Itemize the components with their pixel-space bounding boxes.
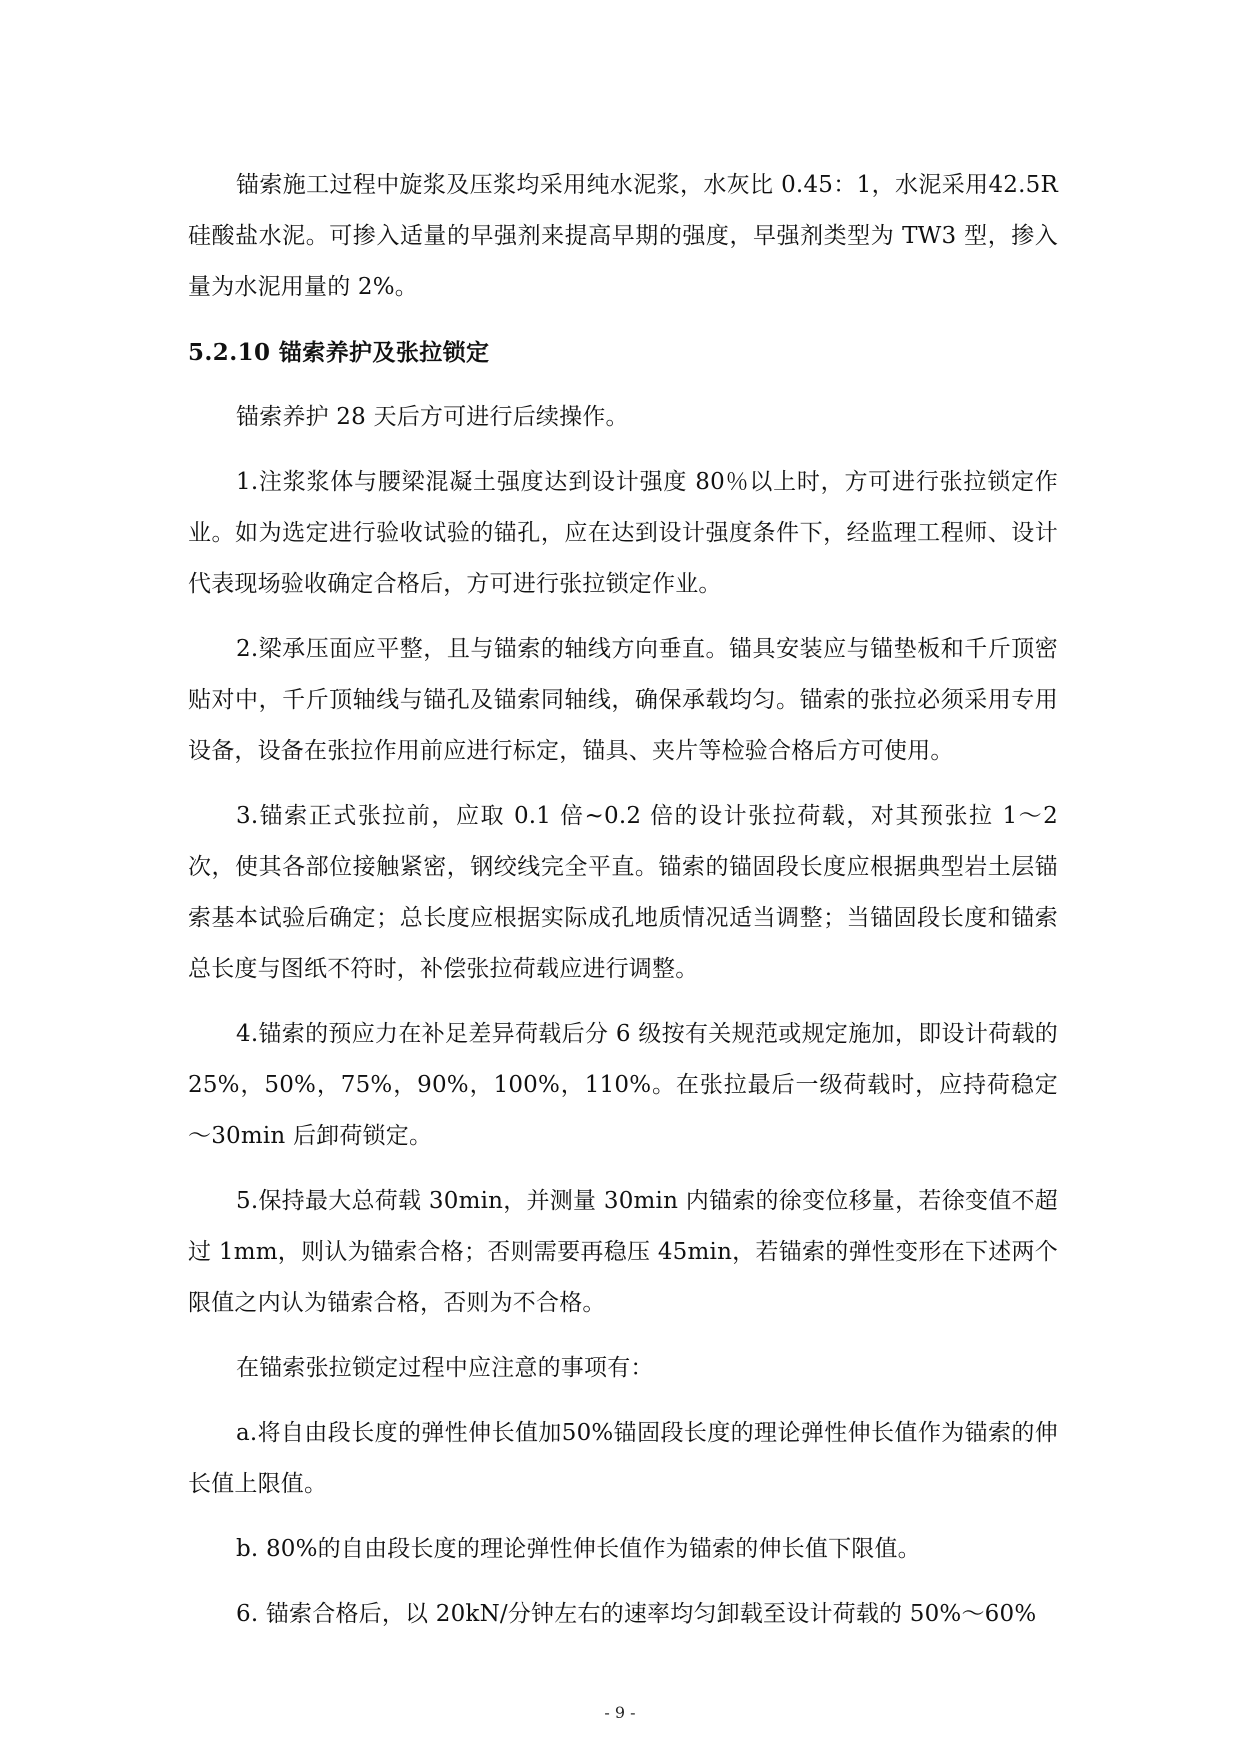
paragraph-step-6-unloading: 6. 锚索合格后，以 20kN/分钟左右的速率均匀卸载至设计荷载的 50%～60% (236, 1601, 1037, 1627)
paragraph-step-4-prestress-stages: 4.锚索的预应力在补足差异荷载后分 6 级按有关规范或规定施加，即设计荷载的 25%，50%，75%，90%，100%，110%。在张拉最后一级荷载时，应持荷稳定～30min 后卸荷锁定。 (188, 1021, 1058, 1149)
paragraph-step-2-bearing-surface: 2.梁承压面应平整，且与锚索的轴线方向垂直。锚具安装应与锚垫板和千斤顶密贴对中，千斤顶轴线与锚孔及锚索同轴线，确保承载均匀。锚索的张拉必须采用专用设备，设备在张拉作用前应进行标定，锚具、夹片等检验合格后方可使用。 (188, 636, 1058, 764)
paragraph-note-a-upper-limit: a.将自由段长度的弹性伸长值加50%锚固段长度的理论弹性伸长值作为锚索的伸长值上限值。 (188, 1420, 1058, 1497)
paragraph-grout-materials: 锚索施工过程中旋浆及压浆均采用纯水泥浆，水灰比 0.45：1，水泥采用42.5R 硅酸盐水泥。可掺入适量的早强剂来提高早期的强度，早强剂类型为 TW3 型，掺入量为水泥用量的 2%。 (188, 172, 1058, 300)
section-heading-anchor-curing-tensioning: 5.2.10 锚索养护及张拉锁定 (188, 339, 490, 366)
paragraph-notes-intro: 在锚索张拉锁定过程中应注意的事项有： (236, 1355, 654, 1381)
paragraph-curing-period: 锚索养护 28 天后方可进行后续操作。 (236, 404, 629, 430)
paragraph-note-b-lower-limit: b. 80%的自由段长度的理论弹性伸长值作为锚索的伸长值下限值。 (236, 1536, 921, 1562)
paragraph-step-3-pretension: 3.锚索正式张拉前，应取 0.1 倍~0.2 倍的设计张拉荷载，对其预张拉 1～2 次，使其各部位接触紧密，钢绞线完全平直。锚索的锚固段长度应根据典型岩土层锚索基本试验后确定；总长度应根据实际成孔地质情况适当调整；当锚固段长度和锚索总长度与图纸不符时，补偿张拉荷载应进行调整。 (188, 803, 1058, 982)
document-body (188, 160, 1058, 1654)
page-number: - 9 - (604, 1703, 636, 1722)
paragraph-step-1-strength: 1.注浆浆体与腰梁混凝土强度达到设计强度 80％以上时，方可进行张拉锁定作业。如为选定进行验收试验的锚孔，应在达到设计强度条件下，经监理工程师、设计代表现场验收确定合格后，方可进行张拉锁定作业。 (188, 469, 1058, 597)
paragraph-step-5-creep-test: 5.保持最大总荷载 30min，并测量 30min 内锚索的徐变位移量，若徐变值不超过 1mm，则认为锚索合格；否则需要再稳压 45min，若锚索的弹性变形在下述两个限值之内认为锚索合格，否则为不合格。 (188, 1188, 1058, 1316)
